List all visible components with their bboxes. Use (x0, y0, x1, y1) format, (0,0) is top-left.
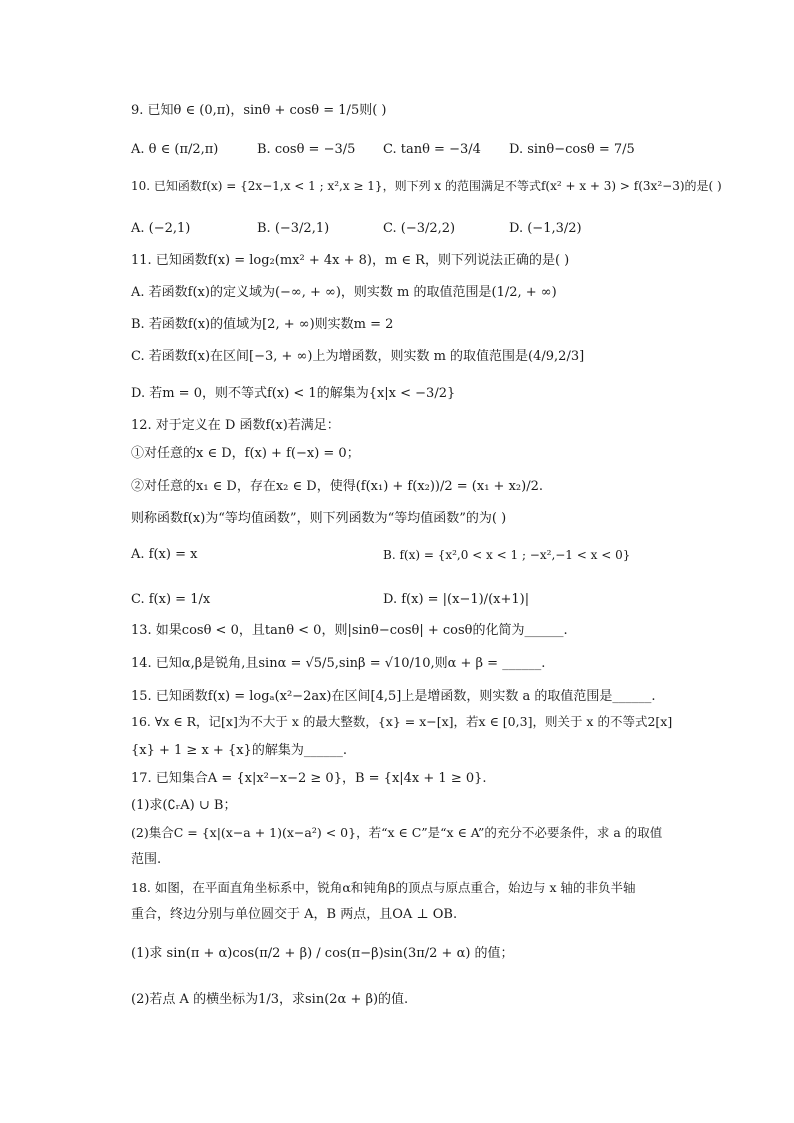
q17-stem: 17. 已知集合A = {x|x²−x−2 ≥ 0}，B = {x|4x + 1 ≥ 0}. (131, 771, 487, 786)
q9-option-b: B. cosθ = −3/5 (257, 142, 356, 157)
q12-option-d: D. f(x) = |(x−1)/(x+1)| (383, 592, 530, 607)
q10-option-b: B. (−3/2,1) (257, 221, 330, 236)
q11-option-d: D. 若m = 0，则不等式f(x) < 1的解集为{x|x < −3/2} (131, 386, 456, 401)
q9-option-d: D. sinθ−cosθ = 7/5 (509, 142, 635, 157)
q13-stem: 13. 如果cosθ < 0，且tanθ < 0，则|sinθ−cosθ| + cosθ的化简为______. (131, 623, 568, 638)
q11-option-a: A. 若函数f(x)的定义域为(−∞, + ∞)，则实数 m 的取值范围是(1/2, + ∞) (131, 285, 557, 300)
q12-conclusion: 则称函数f(x)为“等均值函数”，则下列函数为“等均值函数”的为( ) (131, 511, 507, 526)
q17-part-1: (1)求(∁ᵣA) ∪ B； (131, 798, 237, 813)
q18-line-1: 18. 如图，在平面直角坐标系中，锐角α和钝角β的顶点与原点重合，始边与 x 轴的非负半轴 (131, 880, 636, 895)
q11-option-b: B. 若函数f(x)的值域为[2, + ∞)则实数m = 2 (131, 317, 394, 332)
q9-option-a: A. θ ∈ (π/2,π) (131, 142, 219, 157)
q16-line-2: {x} + 1 ≥ x + {x}的解集为______. (131, 743, 347, 758)
q12-option-a: A. f(x) = x (131, 547, 198, 562)
q11-option-c: C. 若函数f(x)在区间[−3, + ∞)上为增函数，则实数 m 的取值范围是(4/9,2/3] (131, 349, 585, 364)
q10-option-c: C. (−3/2,2) (383, 221, 456, 236)
q10-stem: 10. 已知函数f(x) = {2x−1,x < 1 ; x²,x ≥ 1}，则下列 x 的范围满足不等式f(x² + x + 3) > f(3x²−3)的是( ) (131, 179, 722, 193)
q10-option-d: D. (−1,3/2) (509, 221, 582, 236)
q12-option-c: C. f(x) = 1/x (131, 592, 211, 607)
q11-stem: 11. 已知函数f(x) = log₂(mx² + 4x + 8)，m ∈ R，则下列说法正确的是( ) (131, 253, 570, 268)
q16-line-1: 16. ∀x ∈ R，记[x]为不大于 x 的最大整数，{x} = x−[x]，若x ∈ [0,3]，则关于 x 的不等式2[x] (131, 714, 673, 729)
q12-option-b: B. f(x) = {x²,0 < x < 1 ; −x²,−1 < x < 0} (383, 548, 631, 562)
q9-stem: 9. 已知θ ∈ (0,π)，sinθ + cosθ = 1/5则( ) (131, 103, 387, 118)
q18-part-2: (2)若点 A 的横坐标为1/3，求sin(2α + β)的值. (131, 992, 409, 1007)
q12-condition-2: ②对任意的x₁ ∈ D，存在x₂ ∈ D，使得(f(x₁) + f(x₂))/2 = (x₁ + x₂)/2. (131, 479, 543, 494)
q14-stem: 14. 已知α,β是锐角,且sinα = √5/5,sinβ = √10/10,则α + β = ______. (131, 656, 546, 671)
q12-condition-1: ①对任意的x ∈ D，f(x) + f(−x) = 0； (131, 446, 360, 461)
q17-part-2-line-2: 范围. (131, 852, 162, 867)
q9-option-c: C. tanθ = −3/4 (383, 142, 481, 157)
q18-part-1: (1)求 sin(π + α)cos(π/2 + β) / cos(π−β)sin(3π/2 + α) 的值； (131, 946, 514, 961)
q15-stem: 15. 已知函数f(x) = logₐ(x²−2ax)在区间[4,5]上是增函数，则实数 a 的取值范围是______. (131, 689, 656, 704)
q18-line-2: 重合，终边分别与单位圆交于 A，B 两点，且OA ⊥ OB. (131, 907, 458, 922)
q10-option-a: A. (−2,1) (131, 221, 191, 236)
q12-stem: 12. 对于定义在 D 函数f(x)若满足： (131, 418, 340, 433)
q17-part-2-line-1: (2)集合C = {x|(x−a + 1)(x−a²) < 0}，若“x ∈ C”是“x ∈ A”的充分不必要条件，求 a 的取值 (131, 825, 663, 840)
